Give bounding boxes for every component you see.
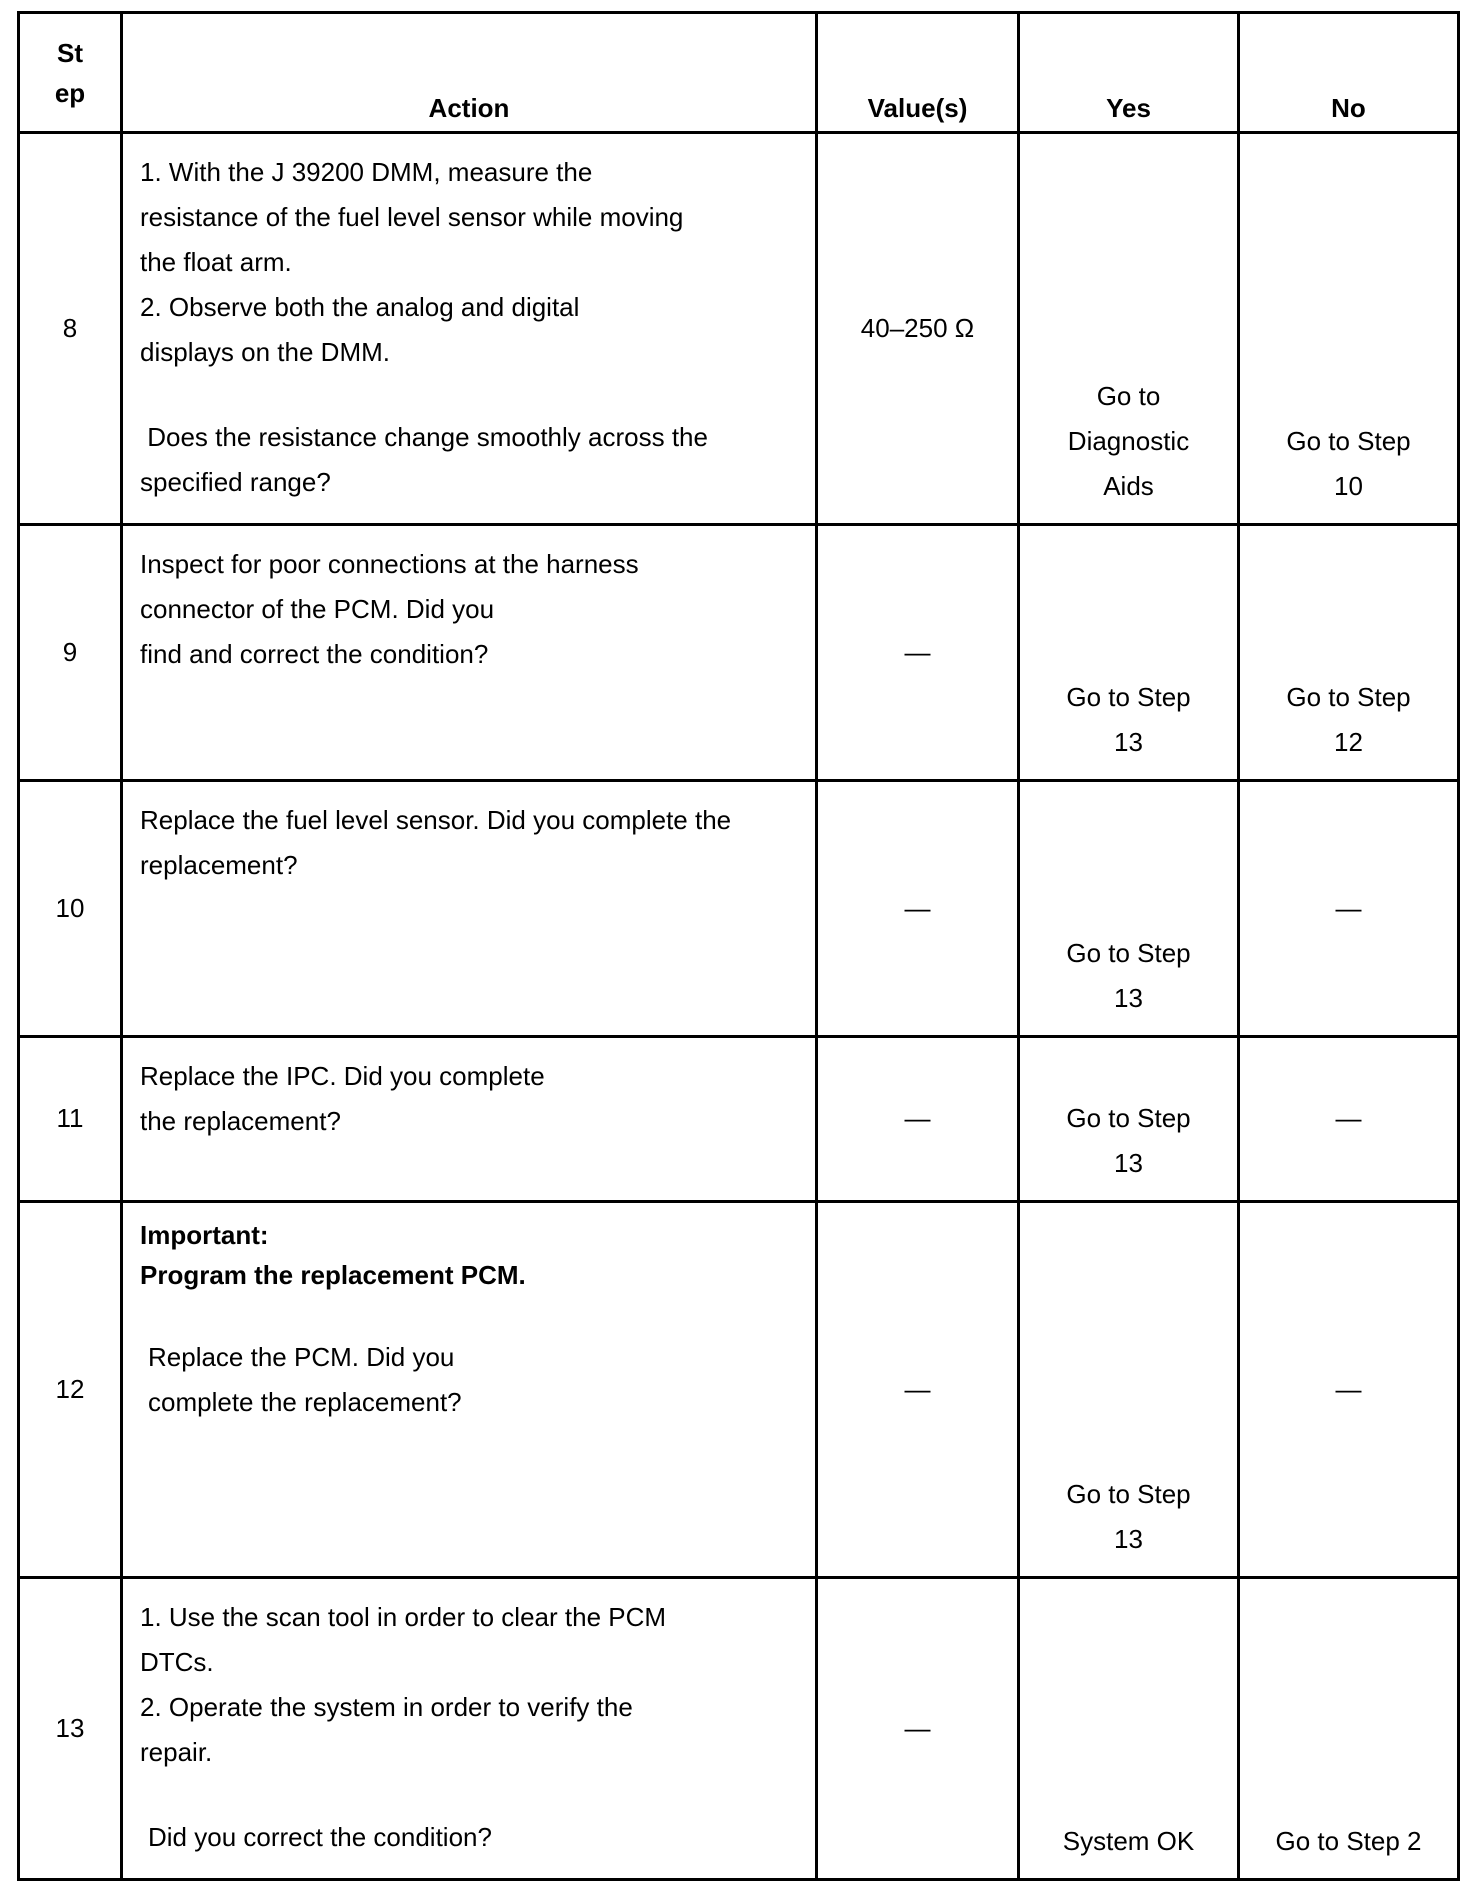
header-step — [19, 13, 122, 133]
action-line: Replace the PCM. Did you — [148, 1341, 455, 1372]
no-cell — [1239, 133, 1459, 525]
no-cell: — — [1239, 1201, 1459, 1577]
yes-line: 13 — [1114, 1524, 1143, 1555]
no-line: Go to Step — [1286, 426, 1411, 457]
important-text: Program the replacement PCM. — [140, 1259, 526, 1290]
action-line: Inspect for poor connections at the harness — [140, 549, 639, 580]
yes-cell — [1019, 781, 1239, 1037]
spacer — [140, 1775, 795, 1815]
table-row-step-12 — [19, 1201, 1459, 1577]
yes-line: Diagnostic — [1067, 426, 1190, 457]
table-row-step-10 — [19, 781, 1459, 1037]
question-line: specified range? — [140, 467, 331, 497]
value-cell: — — [817, 1578, 1019, 1880]
action-line: repair. — [140, 1737, 213, 1768]
yes-cell — [1019, 1201, 1239, 1577]
header-no: No — [1239, 13, 1459, 133]
no-line: 12 — [1334, 727, 1363, 758]
step-number: 9 — [19, 525, 122, 781]
yes-cell — [1019, 1036, 1239, 1201]
yes-line: Aids — [1103, 471, 1154, 502]
action-cell — [122, 781, 817, 1037]
value-cell: 40–250 Ω — [817, 133, 1019, 525]
header-step-line-2: ep — [54, 77, 86, 108]
no-cell — [1239, 1578, 1459, 1880]
no-cell: — — [1239, 1036, 1459, 1201]
question-line: Did you correct the condition? — [148, 1822, 492, 1853]
yes-cell — [1019, 1578, 1239, 1880]
no-line: Go to Step — [1286, 682, 1411, 713]
header-yes: Yes — [1019, 13, 1239, 133]
action-line: displays on the DMM. — [140, 337, 390, 367]
action-cell — [122, 133, 817, 525]
spacer — [140, 1295, 795, 1335]
value-cell: — — [817, 525, 1019, 781]
action-line: find and correct the condition? — [140, 639, 489, 670]
action-cell — [122, 1578, 817, 1880]
no-cell: — — [1239, 781, 1459, 1037]
value-cell: — — [817, 1036, 1019, 1201]
action-cell — [122, 1201, 817, 1577]
action-line: the float arm. — [140, 247, 292, 277]
step-number: 12 — [19, 1201, 122, 1577]
yes-line: 13 — [1114, 982, 1143, 1013]
action-line: 1. Use the scan tool in order to clear the PCM — [140, 1602, 667, 1633]
yes-line: Go to — [1096, 381, 1161, 412]
action-line: complete the replacement? — [148, 1386, 462, 1417]
step-number: 8 — [19, 133, 122, 525]
diagnostic-table — [17, 11, 1460, 1881]
table-row-step-8 — [19, 133, 1459, 525]
yes-line: Go to Step — [1066, 937, 1191, 968]
yes-cell — [1019, 525, 1239, 781]
question-line: Does the resistance change smoothly across the — [140, 422, 708, 452]
action-line: the replacement? — [140, 1105, 341, 1136]
action-cell — [122, 1036, 817, 1201]
action-line: DTCs. — [140, 1647, 214, 1678]
action-line: Replace the fuel level sensor. Did you complete the — [140, 805, 732, 836]
step-number: 11 — [19, 1036, 122, 1201]
header-values: Value(s) — [817, 13, 1019, 133]
important-label: Important: — [140, 1219, 269, 1250]
step-number: 13 — [19, 1578, 122, 1880]
header-action: Action — [122, 13, 817, 133]
yes-cell — [1019, 133, 1239, 525]
action-line: Replace the IPC. Did you complete — [140, 1060, 545, 1091]
table-row-step-11 — [19, 1036, 1459, 1201]
step-number: 10 — [19, 781, 122, 1037]
table-row-step-9 — [19, 525, 1459, 781]
action-line: 1. With the J 39200 DMM, measure the — [140, 157, 593, 187]
yes-line: System OK — [1062, 1826, 1195, 1856]
action-line: resistance of the fuel level sensor while moving — [140, 202, 684, 232]
yes-line: 13 — [1114, 727, 1143, 758]
yes-line: Go to Step — [1066, 1102, 1191, 1133]
header-step-line-1: St — [57, 37, 83, 68]
yes-line: Go to Step — [1066, 682, 1191, 713]
action-line: connector of the PCM. Did you — [140, 594, 495, 625]
value-cell: — — [817, 1201, 1019, 1577]
no-cell — [1239, 525, 1459, 781]
no-line: 10 — [1334, 471, 1363, 502]
header-row — [19, 13, 1459, 133]
yes-line: Go to Step — [1066, 1479, 1191, 1510]
no-line: Go to Step 2 — [1275, 1826, 1422, 1856]
action-cell — [122, 525, 817, 781]
action-line: replacement? — [140, 850, 298, 881]
spacer — [140, 375, 795, 415]
table-row-step-13 — [19, 1578, 1459, 1880]
yes-line: 13 — [1114, 1147, 1143, 1178]
action-line: 2. Operate the system in order to verify the — [140, 1692, 633, 1723]
action-line: 2. Observe both the analog and digital — [140, 292, 580, 322]
value-cell: — — [817, 781, 1019, 1037]
